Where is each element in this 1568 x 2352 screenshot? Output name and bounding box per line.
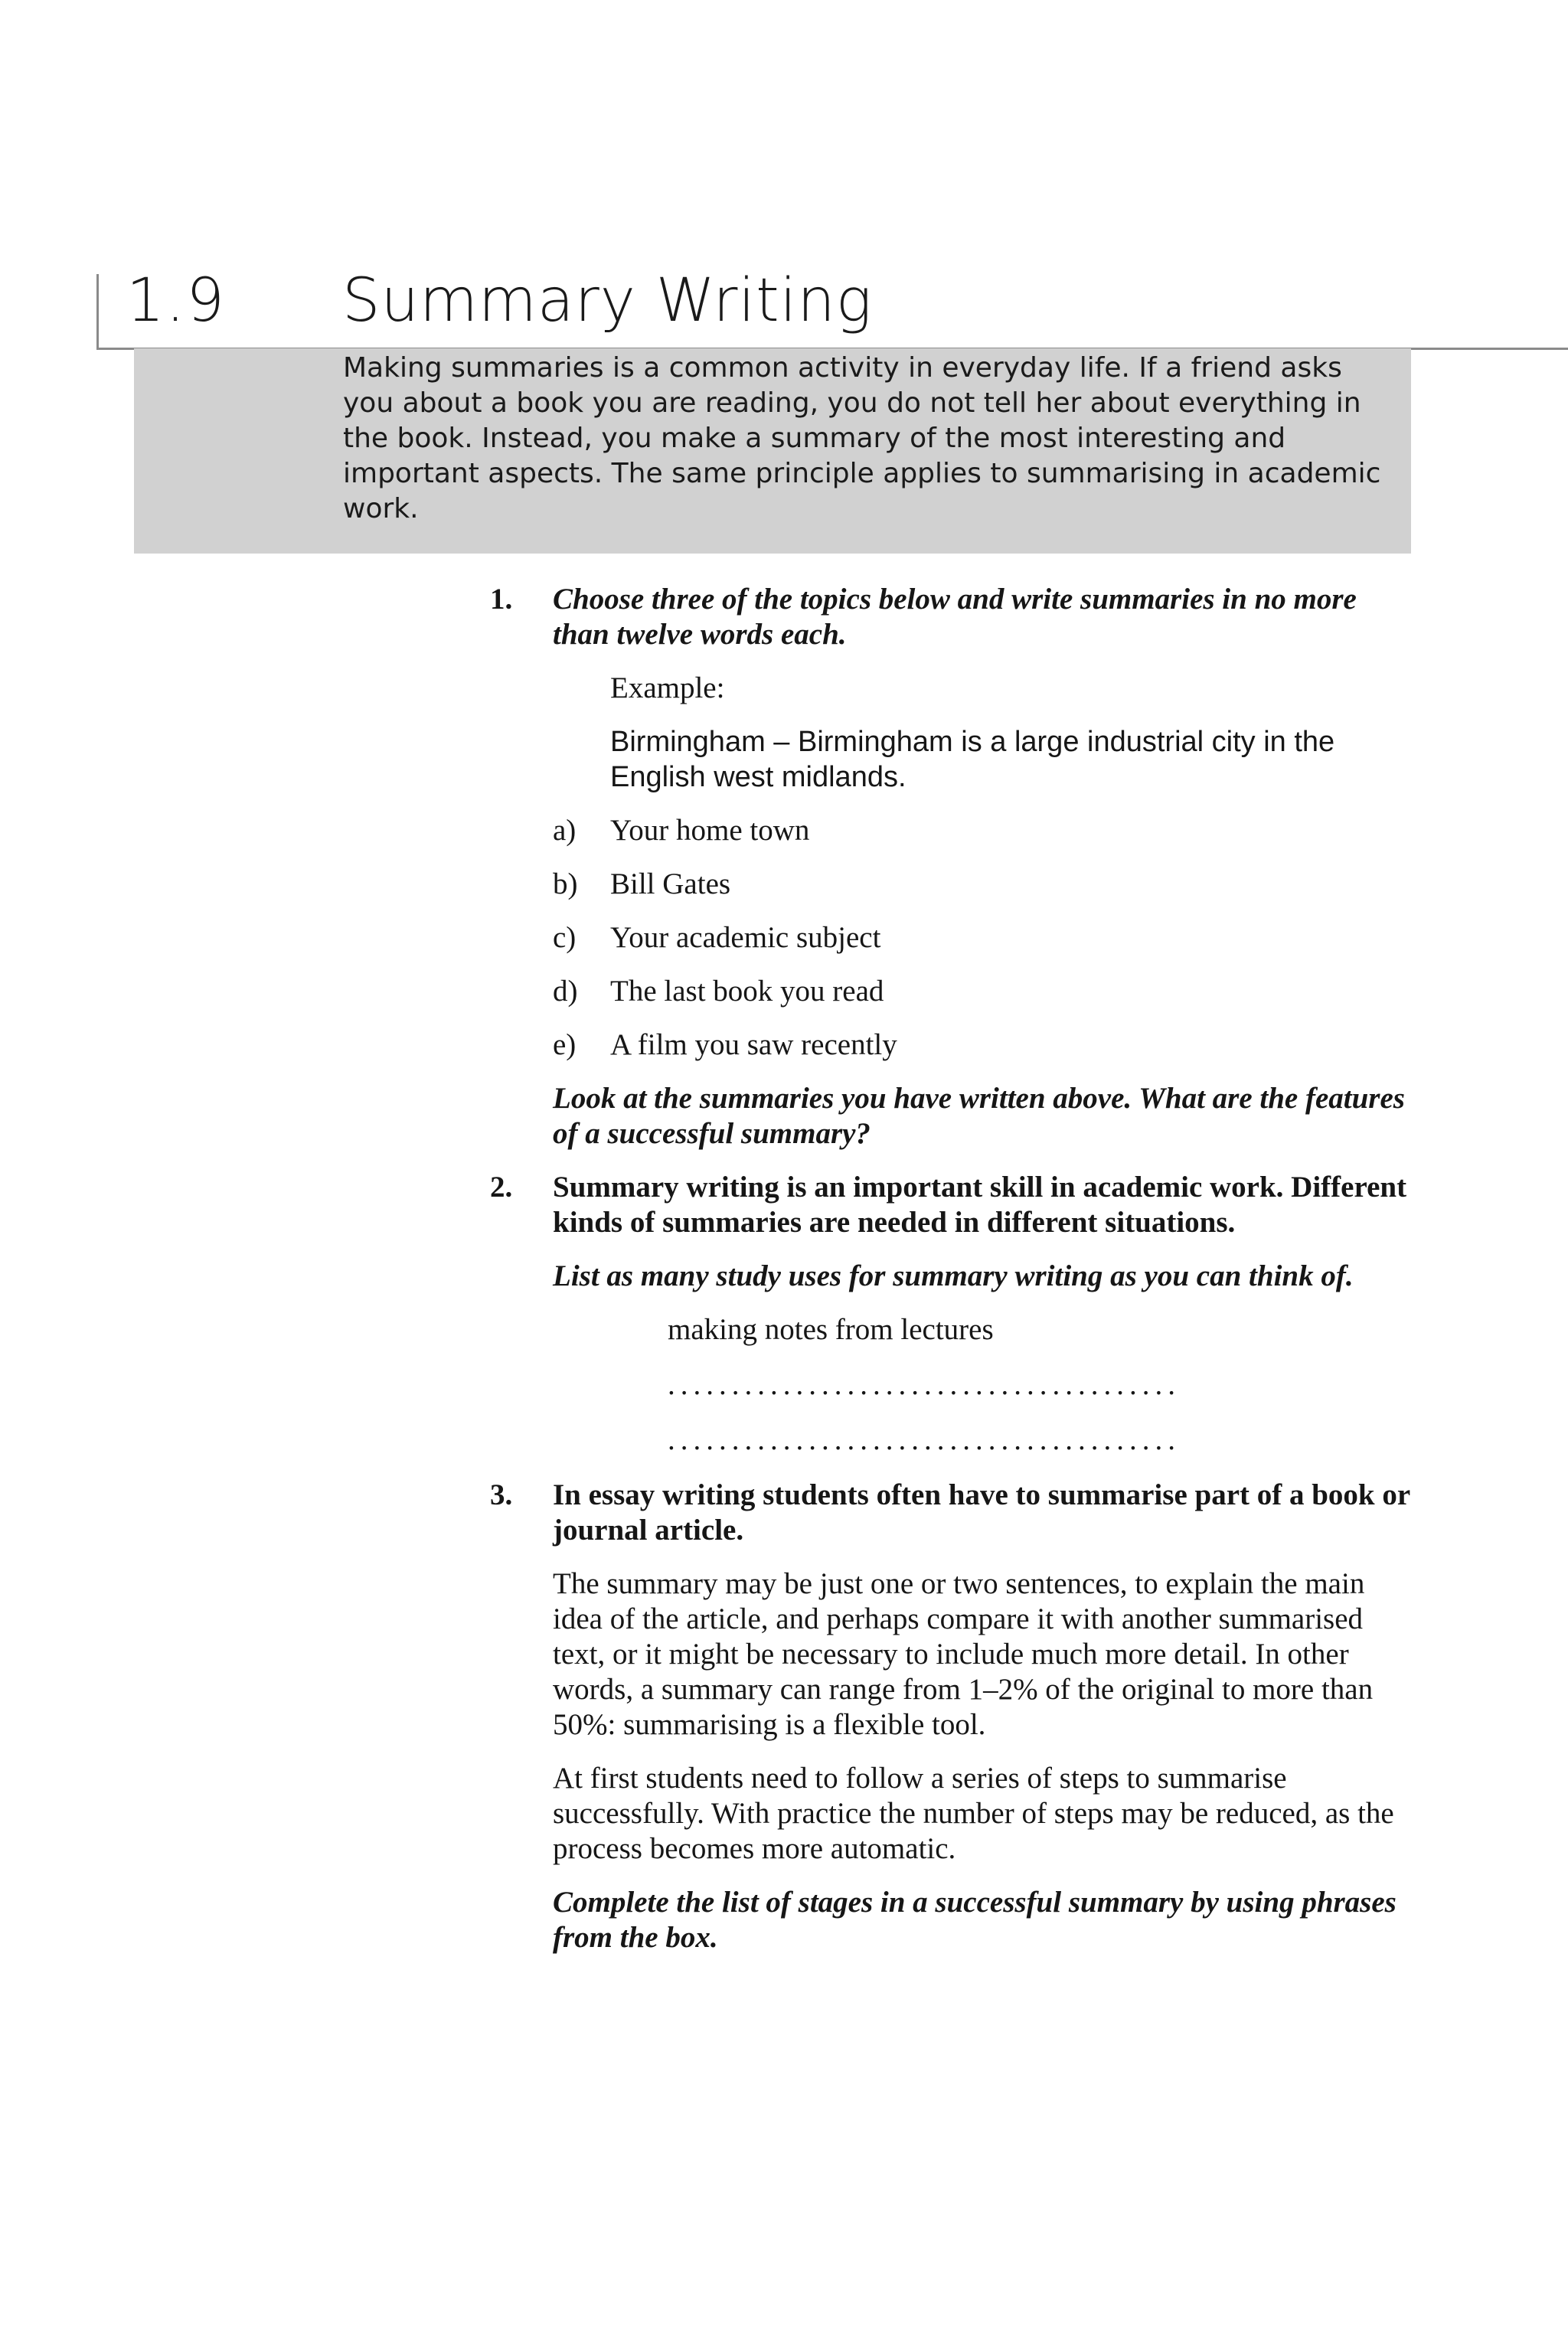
list-item-text: Your home town	[610, 814, 810, 847]
list-item-letter: d)	[553, 975, 578, 1008]
list-item-letter: e)	[553, 1028, 577, 1061]
question-instruction: Choose three of the topics below and write summaries in no more than twelve words each.	[553, 583, 1357, 651]
question-statement: In essay writing students often have to summarise part of a book or journal article.	[553, 1478, 1410, 1547]
list-item-letter: a)	[553, 814, 577, 847]
example-block	[553, 671, 1420, 795]
question-number: 3.	[490, 1478, 513, 1511]
uses-list	[553, 1312, 1420, 1458]
section-number: 1.9	[126, 266, 227, 335]
list-item-letter: b)	[553, 867, 578, 900]
list-item-text: Your academic subject	[610, 921, 881, 954]
question-instruction: Complete the list of stages in a successful summary by using phrases from the box.	[553, 1886, 1396, 1954]
list-item: making notes from lectures	[668, 1313, 994, 1346]
list-item-text: The last book you read	[610, 975, 884, 1008]
list-item	[553, 813, 1420, 848]
list-item	[553, 1027, 1420, 1063]
list-item	[553, 920, 1420, 956]
topic-list	[553, 813, 1420, 1063]
section-title: Summary Writing	[342, 266, 873, 335]
question-number: 2.	[490, 1171, 513, 1204]
answer-blank: ........................................	[668, 1368, 1181, 1401]
answer-blank: ........................................	[668, 1423, 1181, 1456]
question-2	[490, 1170, 1420, 1458]
example-label: Example:	[610, 671, 725, 704]
exercise-content	[490, 582, 1420, 1974]
intro-text: Making summaries is a common activity in everyday life. If a friend asks you about a book you are reading, you do not tell her about everything in the book. Instead, you make a summary of the most interesting and important aspects. The same principle applies to summarising in academic work.	[343, 352, 1381, 524]
question-number: 1.	[490, 583, 513, 616]
question-3	[490, 1478, 1420, 1955]
example-text: Birmingham – Birmingham is a large industrial city in the English west midlands.	[610, 726, 1335, 793]
list-item-text: A film you saw recently	[610, 1028, 897, 1061]
list-item	[553, 867, 1420, 902]
list-item	[553, 974, 1420, 1009]
question-instruction: List as many study uses for summary writing as you can think of.	[553, 1259, 1354, 1292]
paragraph: The summary may be just one or two sentences, to explain the main idea of the article, and perhaps compare it with another summarised text, or it might be necessary to include much more detail. In other words, a summary can range from 1–2% of the original to more than 50%: summarising is a flexible tool.	[553, 1567, 1374, 1741]
question-statement: Summary writing is an important skill in academic work. Different kinds of summaries are needed in different situations.	[553, 1171, 1407, 1239]
list-item-letter: c)	[553, 921, 577, 954]
question-followup: Look at the summaries you have written above. What are the features of a successful summary?	[553, 1082, 1405, 1150]
list-item-text: Bill Gates	[610, 867, 731, 900]
question-1	[490, 582, 1420, 1152]
paragraph: At first students need to follow a series of steps to summarise successfully. With practice the number of steps may be reduced, as the process becomes more automatic.	[553, 1762, 1394, 1865]
